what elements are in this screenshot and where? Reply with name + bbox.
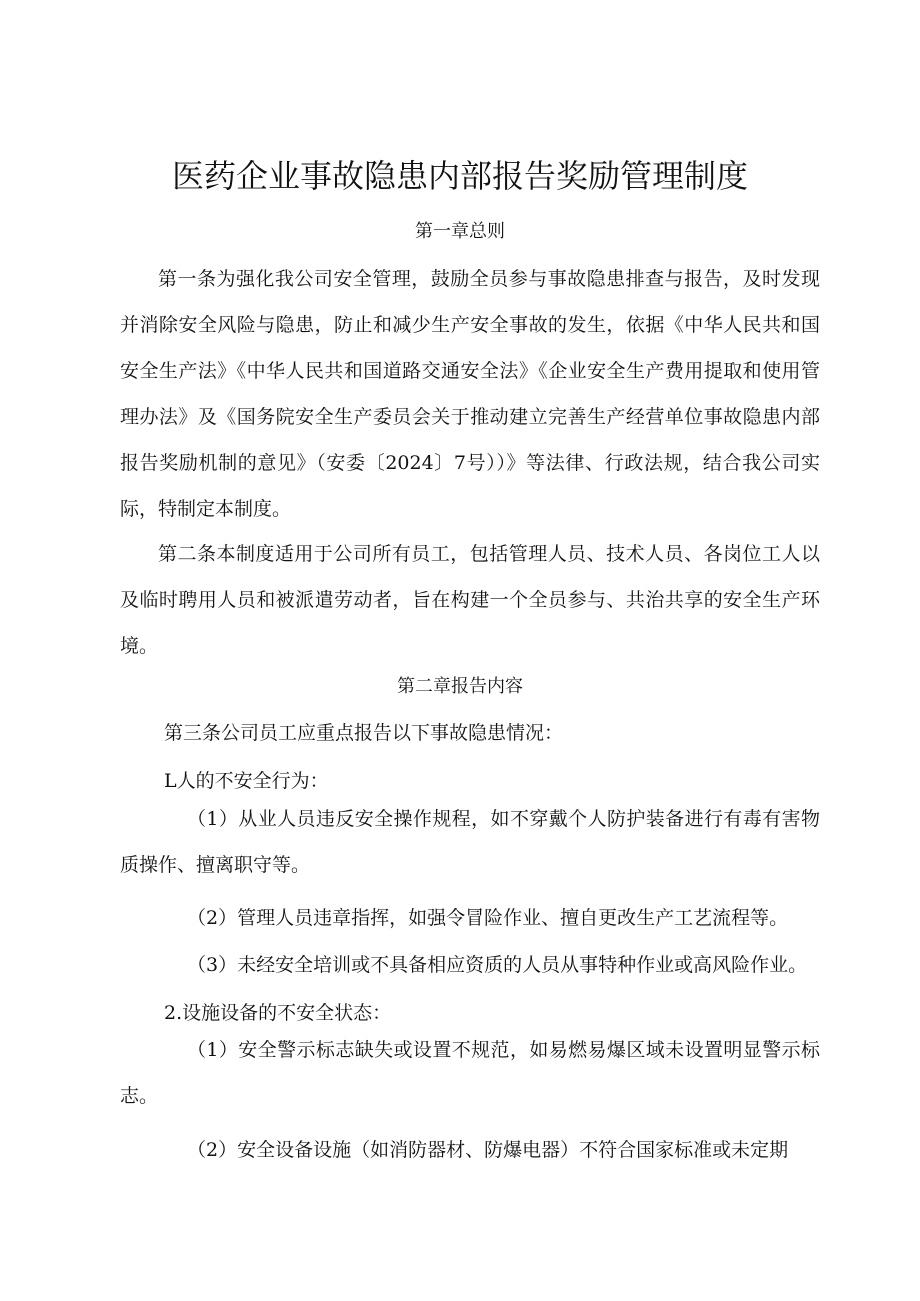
section-1-item-1: （1）从业人员违反安全操作规程，如不穿戴个人防护装备进行有毒有害物质操作、擅离职守等。 [120, 808, 820, 876]
chapter-1-heading: 第一章总则 [415, 221, 505, 242]
section-1-item-3: （3）未经安全培训或不具备相应资质的人员从事特种作业或高风险作业。 [187, 954, 808, 976]
article-3: 第三条公司员工应重点报告以下事故隐患情况： [164, 722, 564, 744]
article-1: 第一条为强化我公司安全管理，鼓励全员参与事故隐患排查与报告，及时发现并消除安全风险与隐患，防止和减少生产安全事故的发生，依据《中华人民共和国安全生产法》《中华人民共和国道路交通安全法》《企业安全生产费用提取和使用管理办法》及《国务院安全生产委员会关于推动建立完善生产经营单位事故隐患内部报告奖励机制的意见》（安委〔2024〕7号））》等法律、行政法规，结合我公司实际，特制定本制度。 [120, 268, 820, 520]
section-1-title: L人的不安全行为： [164, 770, 329, 792]
section-2-title: 2.设施设备的不安全状态： [164, 1002, 392, 1024]
section-2-item-1: （1）安全警示标志缺失或设置不规范，如易燃易爆区域未设置明显警示标志。 [120, 1039, 820, 1107]
section-1-item-2: （2）管理人员违章指挥，如强令冒险作业、擅自更改生产工艺流程等。 [187, 907, 789, 929]
section-2-item-2: （2）安全设备设施（如消防器材、防爆电器）不符合国家标准或未定期 [187, 1139, 789, 1161]
article-2: 第二条本制度适用于公司所有员工，包括管理人员、技术人员、各岗位工人以及临时聘用人员和被派遣劳动者，旨在构建一个全员参与、共治共享的安全生产环境。 [120, 543, 820, 657]
chapter-2-heading: 第二章报告内容 [397, 676, 523, 697]
document-title: 医药企业事故隐患内部报告奖励管理制度 [171, 157, 748, 195]
